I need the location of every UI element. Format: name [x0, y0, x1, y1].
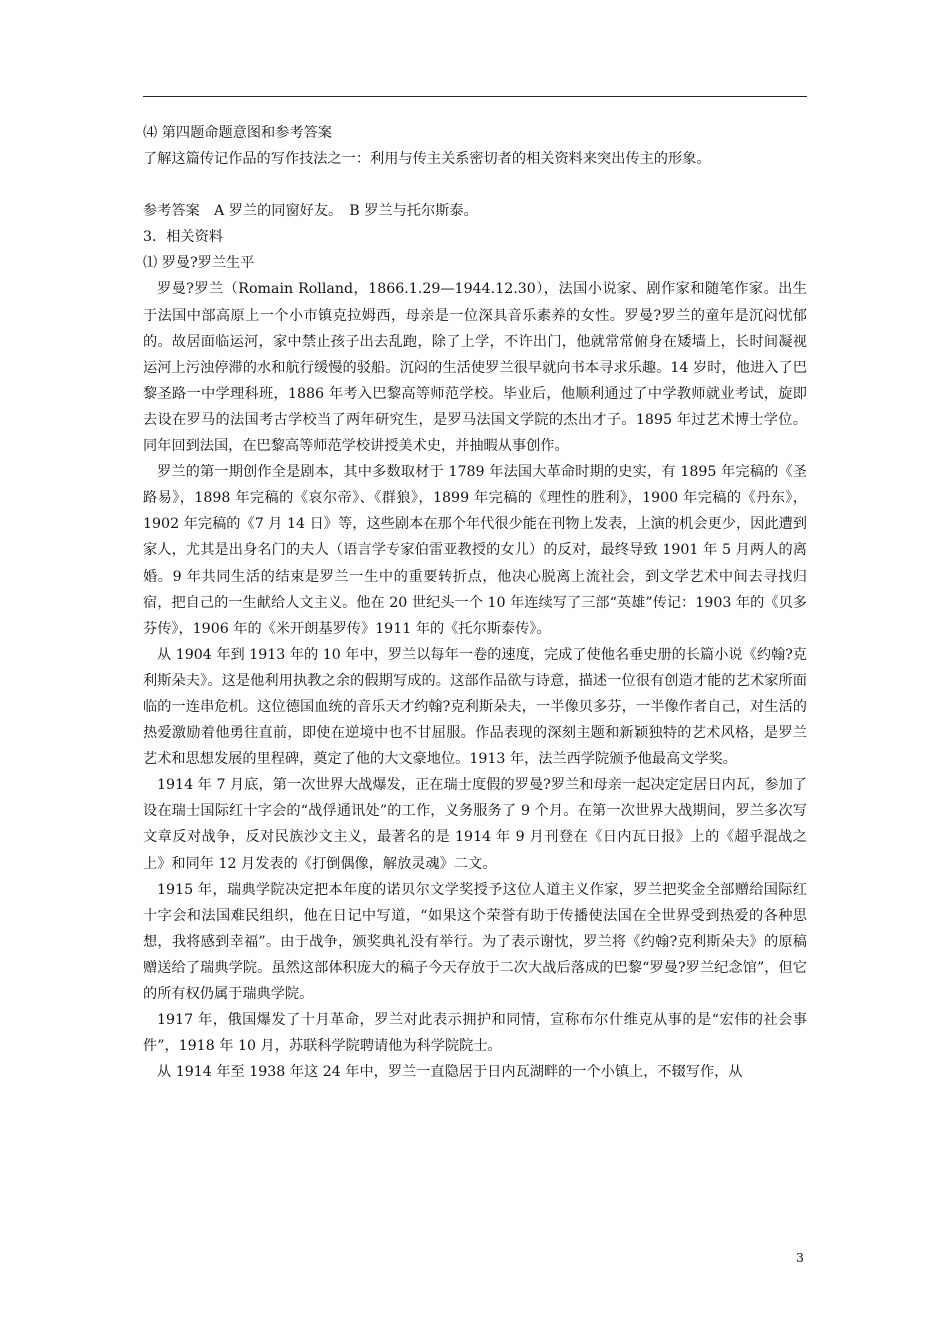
header-rule — [143, 96, 807, 97]
subsection-1-heading: ⑴ 罗曼?罗兰生平 — [143, 255, 255, 272]
paragraph-jean-christophe: 从 1904 年到 1913 年的 10 年中，罗兰以每年一卷的速度，完成了使他名垂史册的长篇小说《约翰?克利斯朵夫》。这是他利用执教之余的假期写成的。这部作品欲与诗意，描述一位很有创造才能的艺术家所面临的一连串危机。这位德国血统的音乐天才约翰?克利斯朵夫，一半像贝多芬，一半像作者自己，对生活的热爱激励着他勇往直前，即使在逆境中也不甘屈服。作品表现的深刻主题和新颖独特的艺术风格，是罗兰艺术和思想发展的里程碑，奠定了他的大文豪地位。1913 年，法兰西学院颁予他最高文学奖。 — [143, 646, 807, 768]
paragraph-geneva-years: 从 1914 年至 1938 年这 24 年中，罗兰一直隐居于日内瓦湖畔的一个小镇上，不辍写作，从 — [157, 1064, 743, 1081]
section-4-intent: 了解这篇传记作品的写作技法之一：利用与传主关系密切者的相关资料来突出传主的形象。 — [143, 151, 711, 168]
page-number: 3 — [796, 1250, 804, 1265]
paragraph-first-period: 罗兰的第一期创作全是剧本，其中多数取材于 1789 年法国大革命时期的史实，有 1895 年完稿的《圣路易》，1898 年完稿的《哀尔帝》、《群狼》，1899 年完稿的《理性的胜利》，1900 年完稿的《丹东》，1902 年完稿的《7 月 14 日》等，这些剧本在那个年代很少能在刊物上发表，上演的机会更少，因此遭到家人，尤其是出身名门的夫人（语言学专家伯雷亚教授的女儿）的反对，最终导致 1901 年 5 月两人的离婚。9 年共同生活的结束是罗兰一生中的重要转折点，他决心脱离上流社会，到文学艺术中间去寻找归宿，把自己的一生献给人文主义。他在 20 世纪头一个 10 年连续写了三部“英雄”传记：1903 年的《贝多芬传》，1906 年的《米开朗基罗传》1911 年的《托尔斯泰传》。 — [143, 464, 807, 637]
section-4-heading: ⑷ 第四题命题意图和参考答案 — [143, 125, 332, 141]
paragraph-october-revolution: 1917 年，俄国爆发了十月革命，罗兰对此表示拥护和同情，宣称布尔什维克从事的是“宏伟的社会事件”，1918 年 10 月，苏联科学院聘请他为科学院院士。 — [143, 1012, 807, 1055]
paragraph-nobel-prize: 1915 年，瑞典学院决定把本年度的诺贝尔文学奖授予这位人道主义作家，罗兰把奖金全部赠给国际红十字会和法国难民组织，他在日记中写道，“如果这个荣誉有助于传播使法国在全世界受到热爱的各种思想，我将感到幸福”。由于战争，颁奖典礼没有举行。为了表示谢忱，罗兰将《约翰?克利斯朵夫》的原稿赠送给了瑞典学院。虽然这部体积庞大的稿子今天存放于二次大战后落成的巴黎“罗曼?罗兰纪念馆”，但它的所有权仍属于瑞典学院。 — [143, 881, 807, 1002]
document-body — [143, 120, 807, 1085]
paragraph-biography-early: 罗曼?罗兰（Romain Rolland，1866.1.29—1944.12.30），法国小说家、剧作家和随笔作家。出生于法国中部高原上一个小市镇克拉姆西，母亲是一位深具音乐素养的女性。罗曼?罗兰的童年是沉闷忧郁的。故居面临运河，家中禁止孩子出去乱跑，除了上学，不许出门，他就常常俯身在矮墙上，长时间凝视运河上污浊停滞的水和航行缓慢的驳船。沉闷的生活使罗兰很早就向书本寻求乐趣。14 岁时，他进入了巴黎圣路一中学理科班，1886 年考入巴黎高等师范学校。毕业后，他顺利通过了中学教师就业考试，旋即去设在罗马的法国考古学校当了两年研究生，是罗马法国文学院的杰出才子。1895 年过艺术博士学位。同年回到法国，在巴黎高等师范学校讲授美术史，并抽暇从事创作。 — [143, 281, 807, 455]
section-4-answer: 参考答案 A 罗兰的同窗好友。 B 罗兰与托尔斯泰。 — [143, 203, 478, 220]
paragraph-world-war-one: 1914 年 7 月底，第一次世界大战爆发，正在瑞士度假的罗曼?罗兰和母亲一起决定定居日内瓦，参加了设在瑞士国际红十字会的“战俘通讯处”的工作，义务服务了 9 个月。在第一次世界大战期间，罗兰多次写文章反对战争，反对民族沙文主义，最著名的是 1914 年 9 月刊登在《日内瓦日报》上的《超乎混战之上》和同年 12 月发表的《打倒偶像，解放灵魂》二文。 — [143, 777, 807, 872]
blank-line — [143, 172, 807, 198]
section-3-heading: 3．相关资料 — [143, 229, 223, 246]
